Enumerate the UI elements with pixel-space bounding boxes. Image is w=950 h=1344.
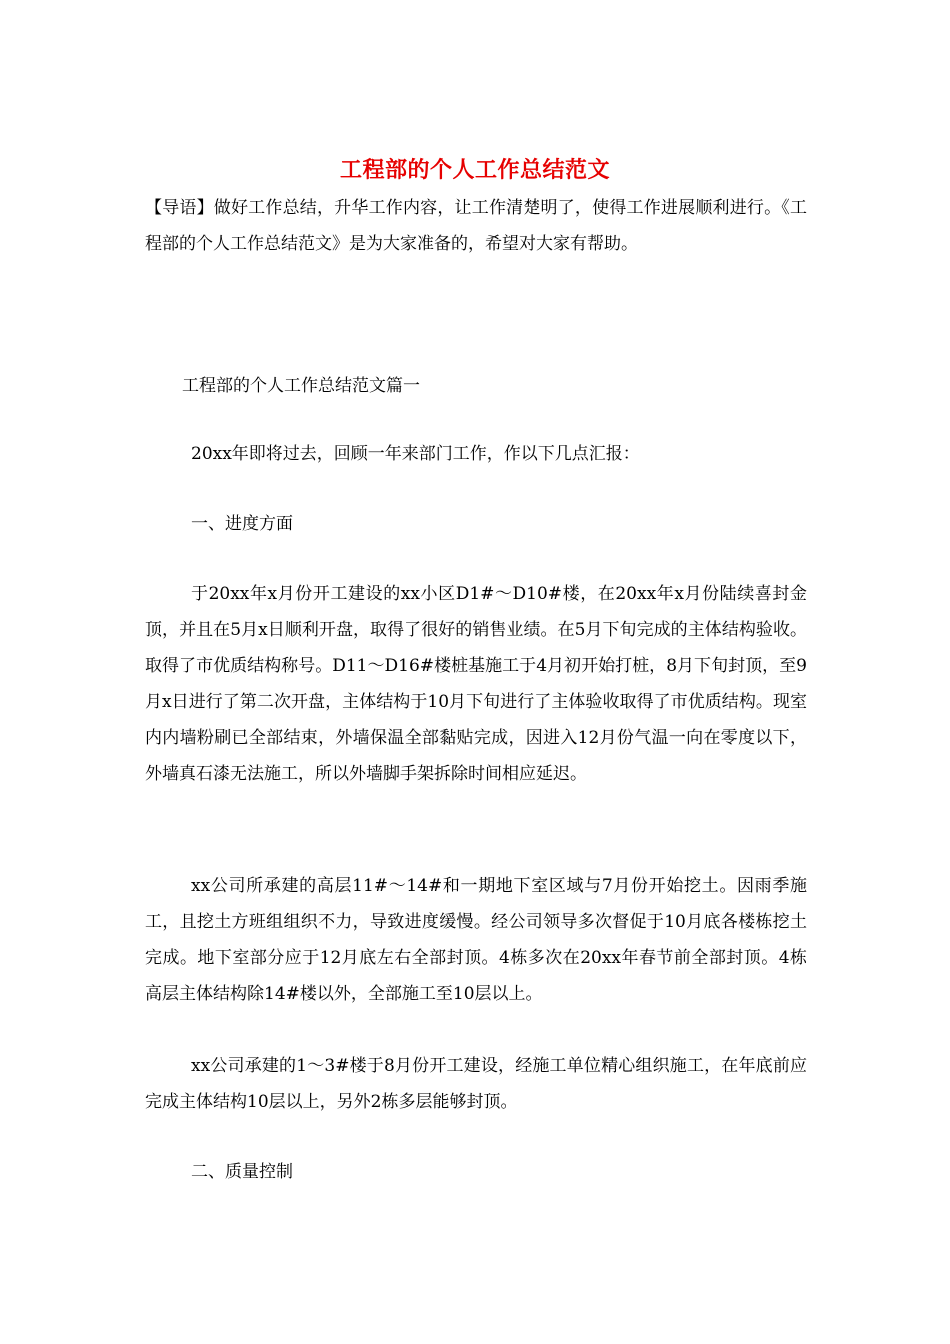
document-title: 工程部的个人工作总结范文 xyxy=(339,157,610,183)
heading-quality: 二、质量控制 xyxy=(191,1162,293,1182)
section-heading: 工程部的个人工作总结范文篇一 xyxy=(182,376,420,396)
paragraph-progress-2: xx公司所承建的高层11#～14#和一期地下室区域与7月份开始挖土。因雨季施工，且挖土方班组组织不力，导致进度缓慢。经公司领导多次督促于10月底各楼栋挖土完成。地下室部分应于12月底左右全部封顶。4栋多次在20xx年春节前全部封顶。4栋高层主体结构除14#楼以外，全部施工至10层以上。 xyxy=(145,876,807,1004)
intro-paragraph: 【导语】做好工作总结，升华工作内容，让工作清楚明了，使得工作进展顺利进行。《工程部的个人工作总结范文》是为大家准备的，希望对大家有帮助。 xyxy=(145,198,807,254)
paragraph-progress-1: 于20xx年x月份开工建设的xx小区D1#～D10#楼，在20xx年x月份陆续喜封金顶，并且在5月x日顺利开盘，取得了很好的销售业绩。在5月下旬完成的主体结构验收。取得了市优质结构称号。D11～D16#楼桩基施工于4月初开始打桩，8月下旬封顶，至9月x日进行了第二次开盘，主体结构于10月下旬进行了主体验收取得了市优质结构。现室内内墙粉刷已全部结束，外墙保温全部黏贴完成，因进入12月份气温一向在零度以下，外墙真石漆无法施工，所以外墙脚手架拆除时间相应延迟。 xyxy=(145,584,807,784)
paragraph-opening: 20xx年即将过去，回顾一年来部门工作，作以下几点汇报： xyxy=(191,444,640,464)
heading-progress: 一、进度方面 xyxy=(191,514,293,534)
paragraph-progress-3: xx公司承建的1～3#楼于8月份开工建设，经施工单位精心组织施工，在年底前应完成主体结构10层以上，另外2栋多层能够封顶。 xyxy=(145,1056,807,1112)
